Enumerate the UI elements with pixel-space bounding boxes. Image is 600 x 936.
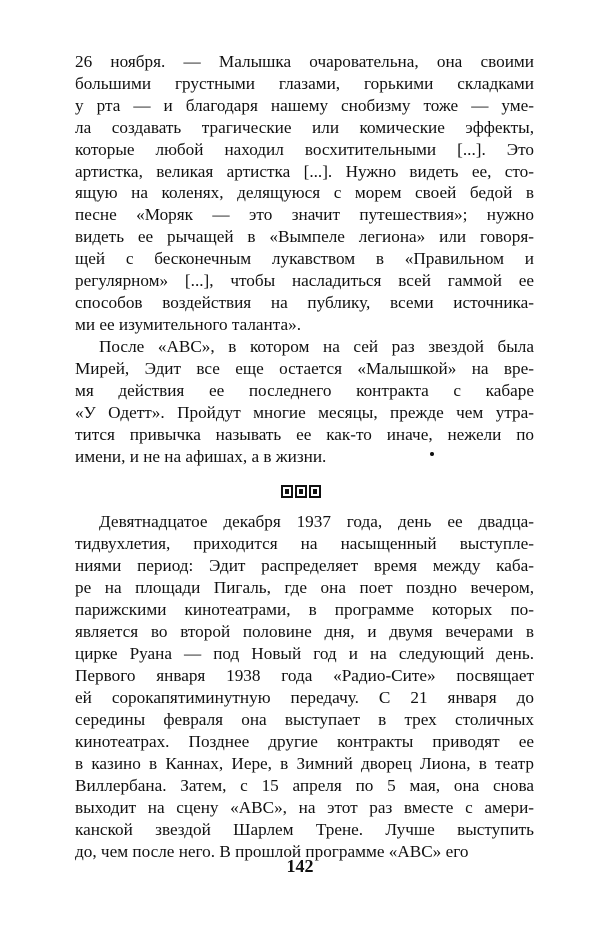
ornament-square-icon	[281, 485, 293, 498]
text-line: способов воздействия на публику, всеми источника-	[75, 292, 534, 312]
text-line: мя действия ее последнего контракта с кабаре	[75, 380, 534, 400]
text-line: середины февраля она выступает в трех столичных	[75, 710, 534, 729]
text-line: ниями период: Эдит распределяет время между каба-	[75, 556, 534, 575]
text-line: в казино в Каннах, Иере, в Зимний дворец Лиона, в театр	[75, 754, 534, 773]
print-speck	[430, 452, 434, 456]
text-line: После «ABC», в котором на сей раз звездой была	[99, 337, 534, 356]
page-number: 142	[286, 856, 314, 876]
text-line: ре на площади Пигаль, где она поет поздно вечером,	[75, 578, 534, 597]
text-line: артистка, великая артистка [...]. Нужно видеть ее, сто-	[75, 161, 534, 181]
text-line: до, чем после него. В прошлой программе «ABC» его	[75, 842, 469, 861]
text-line: цирке Руана — под Новый год и на следующий день.	[75, 644, 534, 663]
text-line: Мирей, Эдит все еще остается «Малышкой» на вре-	[75, 358, 534, 378]
text-line: является во второй половине дня, и двумя вечерами в	[75, 622, 534, 641]
text-line: которые любой находил восхитительными [...]. Это	[75, 139, 534, 159]
text-line: ящую на коленях, делящуюся с морем своей бедой в	[75, 183, 534, 203]
text-line: щей с бесконечным лукавством в «Правильном и	[75, 249, 534, 269]
text-line: Первого января 1938 года «Радио-Сите» посвящает	[75, 666, 534, 685]
text-line: песне «Моряк — это значит путешествия»; нужно	[75, 205, 534, 225]
section-divider-ornament	[281, 484, 321, 499]
text-line: видеть ее рычащей в «Вымпеле легиона» или говоря-	[75, 227, 534, 247]
text-line: тится привычка называть ее как-то иначе, нежели по	[75, 424, 534, 444]
text-line: у рта — и благодаря нашему снобизму тоже — уме-	[75, 95, 534, 115]
text-line: Виллербана. Затем, с 15 апреля по 5 мая, она снова	[75, 776, 534, 795]
text-line: кинотеатрах. Позднее другие контракты приводят ее	[75, 732, 534, 751]
text-line: ми ее изумительного таланта».	[75, 314, 301, 334]
text-line: выходит на сцену «ABC», на этот раз вместе с амери-	[75, 798, 534, 817]
text-line: большими грустными глазами, горькими складками	[75, 73, 534, 93]
ornament-square-icon	[309, 485, 321, 498]
text-line: 26 ноября. — Малышка очаровательна, она своими	[75, 52, 534, 71]
text-line: парижскими кинотеатрами, в программе которых по-	[75, 600, 534, 619]
text-line: регулярном» [...], чтобы насладиться всей гаммой ее	[75, 271, 534, 290]
text-line: ей сорокапятиминутную передачу. С 21 января до	[75, 688, 534, 707]
text-line: тидвухлетия, приходится на насыщенный выступле-	[75, 534, 534, 553]
text-line: Девятнадцатое декабря 1937 года, день ее двадца-	[99, 512, 534, 531]
ornament-square-icon	[295, 485, 307, 498]
text-line: имени, и не на афишах, а в жизни.	[75, 446, 327, 466]
text-line: «У Одетт». Пройдут многие месяцы, прежде чем утра-	[75, 402, 534, 422]
text-line: канской звездой Шарлем Трене. Лучше выступить	[75, 820, 534, 839]
text-line: ла создавать трагические или комические эффекты,	[75, 117, 534, 137]
